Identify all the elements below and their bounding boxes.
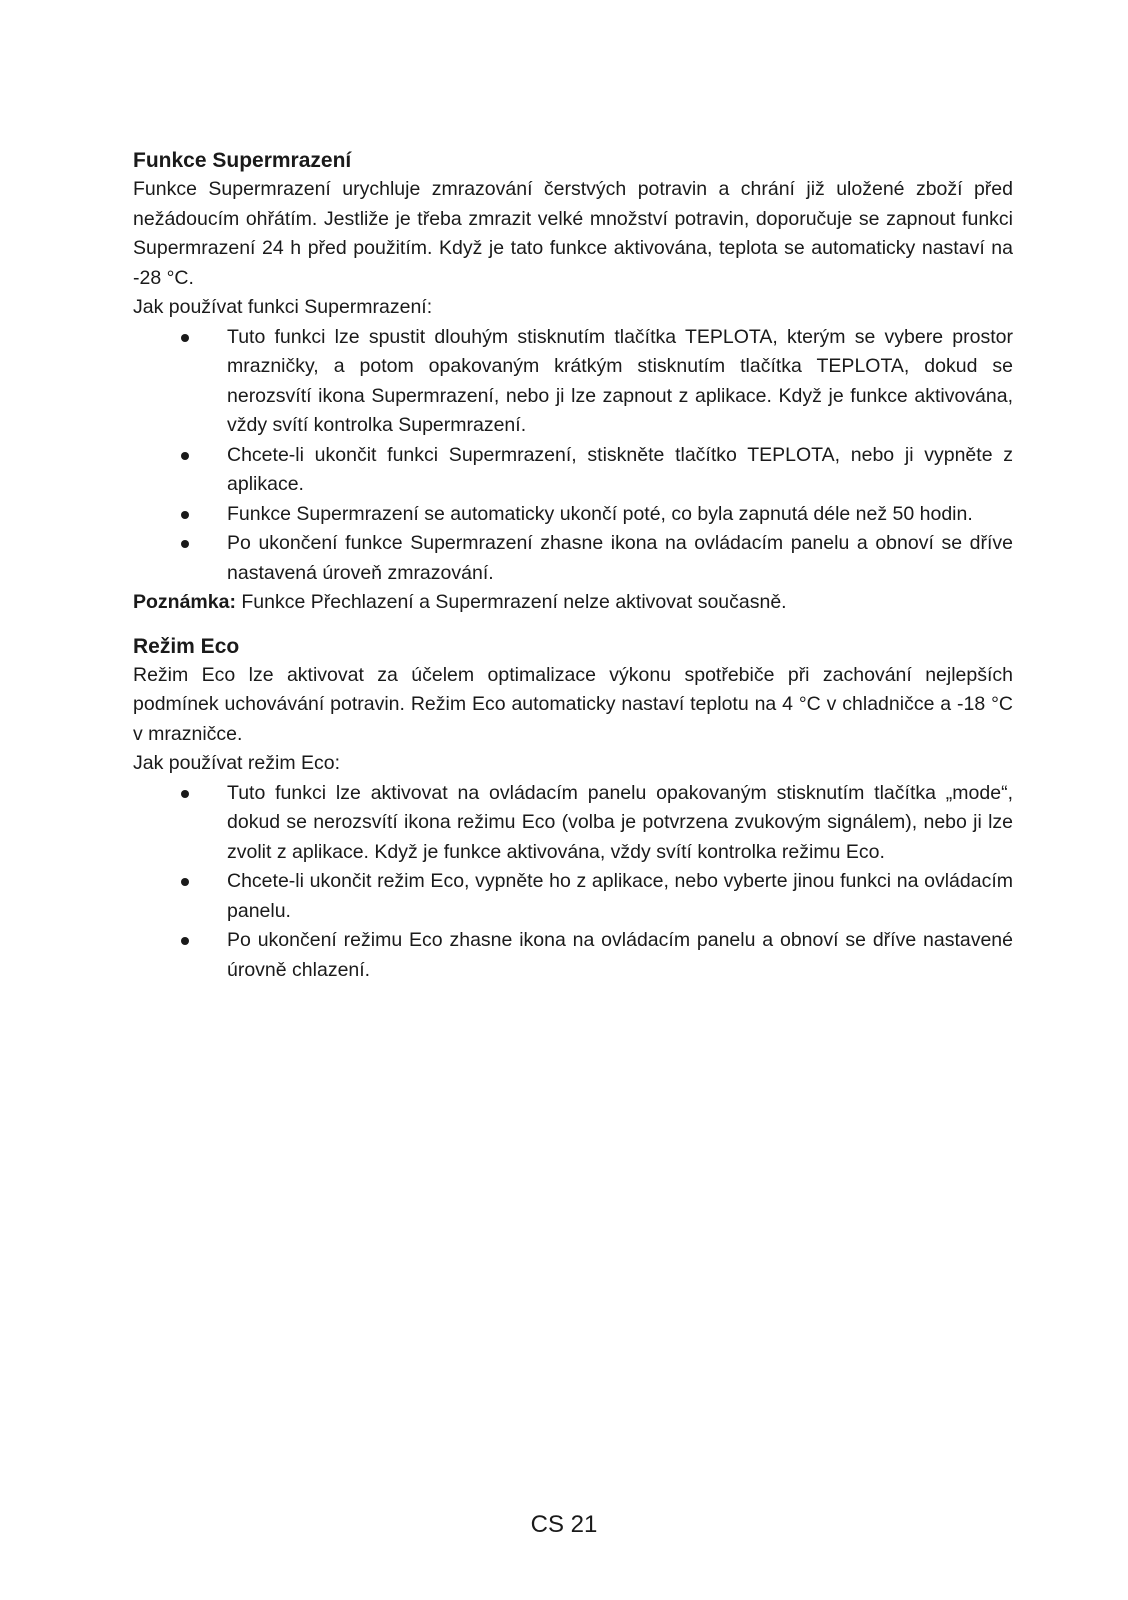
bullet-icon xyxy=(181,790,189,798)
list-item xyxy=(133,926,1013,985)
section-supermrazeni xyxy=(133,146,1013,618)
list-item xyxy=(133,323,1013,441)
bullet-icon xyxy=(181,511,189,519)
list-item-text: Tuto funkci lze spustit dlouhým stisknutím tlačítka TEPLOTA, kterým se vybere prostor mrazničky, a potom opakovaným krátkým stisknutím tlačítka TEPLOTA, dokud se nerozsvítí ikona Supermrazení, nebo ji lze zapnout z aplikace. Když je funkce aktivována, vždy svítí kontrolka Supermrazení. xyxy=(227,325,1013,436)
bullet-icon xyxy=(181,452,189,460)
list-item-text: Tuto funkci lze aktivovat na ovládacím panelu opakovaným stisknutím tlačítka „mode“, dokud se nerozsvítí ikona režimu Eco (volba je potvrzena zvukovým signálem), nebo ji lze zvolit z aplikace. Když je funkce aktivována, vždy svítí kontrolka režimu Eco. xyxy=(227,781,1013,863)
list-item-text: Funkce Supermrazení se automaticky ukončí poté, co byla zapnutá déle než 50 hodin. xyxy=(227,502,973,525)
bullet-list xyxy=(133,323,1013,589)
note-text: Funkce Přechlazení a Supermrazení nelze aktivovat současně. xyxy=(235,591,787,613)
note xyxy=(133,588,1013,618)
section-spacer xyxy=(133,618,1013,632)
howto-label: Jak používat funkci Supermrazení: xyxy=(133,296,433,318)
bullet-icon xyxy=(181,937,189,945)
howto-label: Jak používat režim Eco: xyxy=(133,752,340,774)
note-label: Poznámka: xyxy=(133,591,236,613)
bullet-icon xyxy=(181,540,189,548)
page-number: CS 21 xyxy=(530,1511,598,1538)
section-heading: Funkce Supermrazení xyxy=(133,149,352,172)
list-item-text: Chcete-li ukončit funkci Supermrazení, stiskněte tlačítko TEPLOTA, nebo ji vypněte z aplikace. xyxy=(227,443,1013,495)
section-heading: Režim Eco xyxy=(133,634,240,658)
section-intro: Režim Eco lze aktivovat za účelem optimalizace výkonu spotřebiče při zachování nejlepších podmínek uchovávání potravin. Režim Eco automaticky nastaví teplotu na 4 °C v chladničce a -18 °C v mrazničce. xyxy=(133,663,1013,745)
bullet-list xyxy=(133,779,1013,986)
list-item-text: Po ukončení funkce Supermrazení zhasne ikona na ovládacím panelu a obnoví se dříve nastavená úroveň zmrazování. xyxy=(227,532,1013,584)
bullet-icon xyxy=(181,334,189,342)
document-page xyxy=(133,146,1013,985)
section-rezim-eco xyxy=(133,632,1013,986)
list-item xyxy=(133,500,1013,530)
list-item xyxy=(133,867,1013,926)
list-item-text: Po ukončení režimu Eco zhasne ikona na ovládacím panelu a obnoví se dříve nastavené úrovně chlazení. xyxy=(227,929,1013,981)
list-item xyxy=(133,779,1013,868)
list-item xyxy=(133,529,1013,588)
section-intro: Funkce Supermrazení urychluje zmrazování čerstvých potravin a chrání již uložené zboží před nežádoucím ohřátím. Jestliže je třeba zmrazit velké množství potravin, doporučuje se zapnout funkci Supermrazení 24 h před použitím. Když je tato funkce aktivována, teplota se automaticky nastaví na -28 °C. xyxy=(133,178,1013,289)
list-item-text: Chcete-li ukončit režim Eco, vypněte ho z aplikace, nebo vyberte jinou funkci na ovládacím panelu. xyxy=(227,870,1013,922)
bullet-icon xyxy=(181,878,189,886)
list-item xyxy=(133,441,1013,500)
